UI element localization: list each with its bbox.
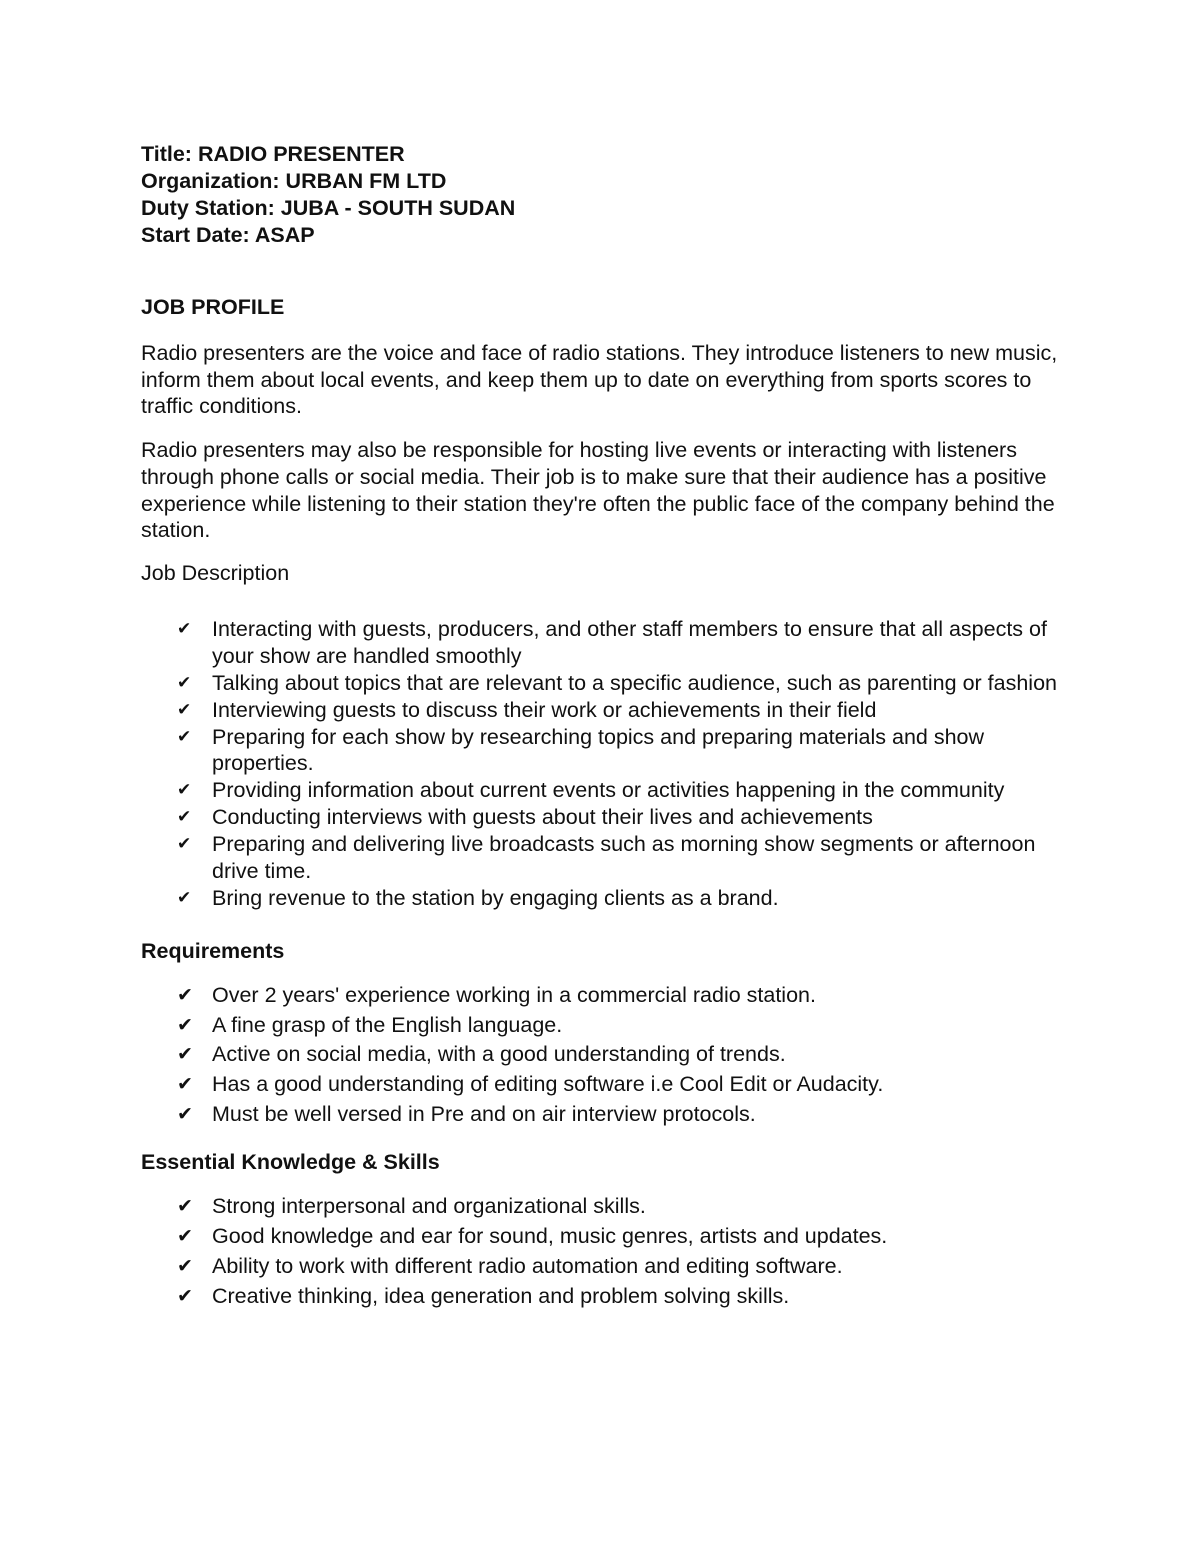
- list-item-text: Talking about topics that are relevant to a specific audience, such as parenting or fashion: [212, 670, 1057, 695]
- essential-skills-list: [141, 1192, 1071, 1311]
- list-item-text: Interviewing guests to discuss their work or achievements in their field: [212, 697, 877, 722]
- list-item: [141, 777, 1071, 804]
- title-line: [141, 141, 1071, 168]
- list-item-text: Preparing and delivering live broadcasts such as morning show segments or afternoon drive time.: [212, 832, 1036, 884]
- job-profile-paragraph-2: Radio presenters may also be responsible for hosting live events or interacting with listeners through phone calls or social media. Their job is to make sure that their audience has a positive experience while listening to their station they're often the public face of the company behind the station.: [141, 438, 1055, 543]
- list-item-text: Has a good understanding of editing software i.e Cool Edit or Audacity.: [212, 1072, 884, 1096]
- list-item: [141, 724, 1071, 778]
- list-item-text: Must be well versed in Pre and on air interview protocols.: [212, 1101, 756, 1126]
- list-item: [141, 1070, 1071, 1100]
- checkmark-icon: ✔: [177, 834, 192, 855]
- list-item: [141, 1192, 1071, 1222]
- list-item: [141, 1011, 1071, 1041]
- job-header: [141, 141, 1071, 249]
- requirements-list: [141, 981, 1071, 1130]
- list-item: [141, 1100, 1071, 1130]
- checkmark-icon: ✔: [177, 1284, 193, 1307]
- list-item: [141, 1282, 1071, 1312]
- job-description-heading: Job Description: [141, 560, 290, 585]
- checkmark-icon: ✔: [177, 672, 192, 693]
- start-date-line: [141, 222, 1071, 249]
- list-item-text: Strong interpersonal and organizational skills.: [212, 1194, 646, 1219]
- list-item-text: Active on social media, with a good understanding of trends.: [212, 1042, 786, 1067]
- list-item: [141, 1222, 1071, 1252]
- list-item: [141, 804, 1071, 831]
- checkmark-icon: ✔: [177, 983, 193, 1006]
- title-value: RADIO PRESENTER: [197, 142, 405, 166]
- checkmark-icon: ✔: [177, 887, 192, 908]
- list-item: [141, 1252, 1071, 1282]
- document-page: [141, 141, 1071, 1311]
- job-profile-paragraph-1: Radio presenters are the voice and face of radio stations. They introduce listeners to new music, inform them about local events, and keep them up to date on everything from sports scores to traffic conditions.: [141, 341, 1058, 419]
- duty-station-label: Duty Station:: [141, 196, 275, 220]
- list-item-text: Bring revenue to the station by engaging clients as a brand.: [212, 885, 779, 910]
- checkmark-icon: ✔: [177, 1073, 193, 1095]
- checkmark-icon: ✔: [177, 780, 192, 801]
- list-item-text: Providing information about current events or activities happening in the community: [212, 778, 1005, 803]
- essential-skills-heading: Essential Knowledge & Skills: [141, 1150, 440, 1175]
- checkmark-icon: ✔: [177, 699, 192, 720]
- list-item-text: Good knowledge and ear for sound, music genres, artists and updates.: [212, 1224, 888, 1249]
- start-date-label: Start Date:: [141, 223, 250, 247]
- job-description-list: [141, 616, 1071, 912]
- requirements-heading: Requirements: [141, 938, 285, 963]
- checkmark-icon: ✔: [177, 1195, 193, 1218]
- duty-station-value: JUBA - SOUTH SUDAN: [280, 196, 516, 220]
- list-item-text: Interacting with guests, producers, and other staff members to ensure that all aspects of your show are handled smoothly: [212, 616, 1047, 668]
- checkmark-icon: ✔: [177, 1043, 193, 1066]
- checkmark-icon: ✔: [177, 807, 192, 828]
- checkmark-icon: ✔: [177, 726, 192, 747]
- list-item: [141, 697, 1071, 724]
- title-label: Title:: [141, 142, 192, 166]
- organization-label: Organization:: [141, 169, 280, 193]
- organization-line: [141, 168, 1071, 195]
- list-item-text: Preparing for each show by researching topics and preparing materials and show properties.: [212, 724, 985, 776]
- list-item-text: A fine grasp of the English language.: [212, 1012, 563, 1037]
- checkmark-icon: ✔: [177, 1013, 193, 1036]
- list-item: [141, 885, 1071, 912]
- list-item-text: Conducting interviews with guests about their lives and achievements: [212, 805, 873, 830]
- checkmark-icon: ✔: [177, 1102, 193, 1125]
- list-item-text: Creative thinking, idea generation and problem solving skills.: [212, 1283, 790, 1308]
- list-item: [141, 831, 1071, 885]
- list-item: [141, 670, 1071, 697]
- list-item-text: Over 2 years' experience working in a commercial radio station.: [212, 982, 816, 1007]
- list-item: [141, 1040, 1071, 1070]
- job-profile-heading: JOB PROFILE: [141, 295, 285, 319]
- list-item: [141, 981, 1071, 1011]
- duty-station-line: [141, 195, 1071, 222]
- checkmark-icon: ✔: [177, 1254, 193, 1277]
- organization-value: URBAN FM LTD: [285, 169, 447, 193]
- checkmark-icon: ✔: [177, 1225, 193, 1248]
- list-item: [141, 616, 1071, 670]
- checkmark-icon: ✔: [177, 618, 192, 639]
- start-date-value: ASAP: [254, 223, 315, 247]
- list-item-text: Ability to work with different radio automation and editing software.: [212, 1253, 843, 1278]
